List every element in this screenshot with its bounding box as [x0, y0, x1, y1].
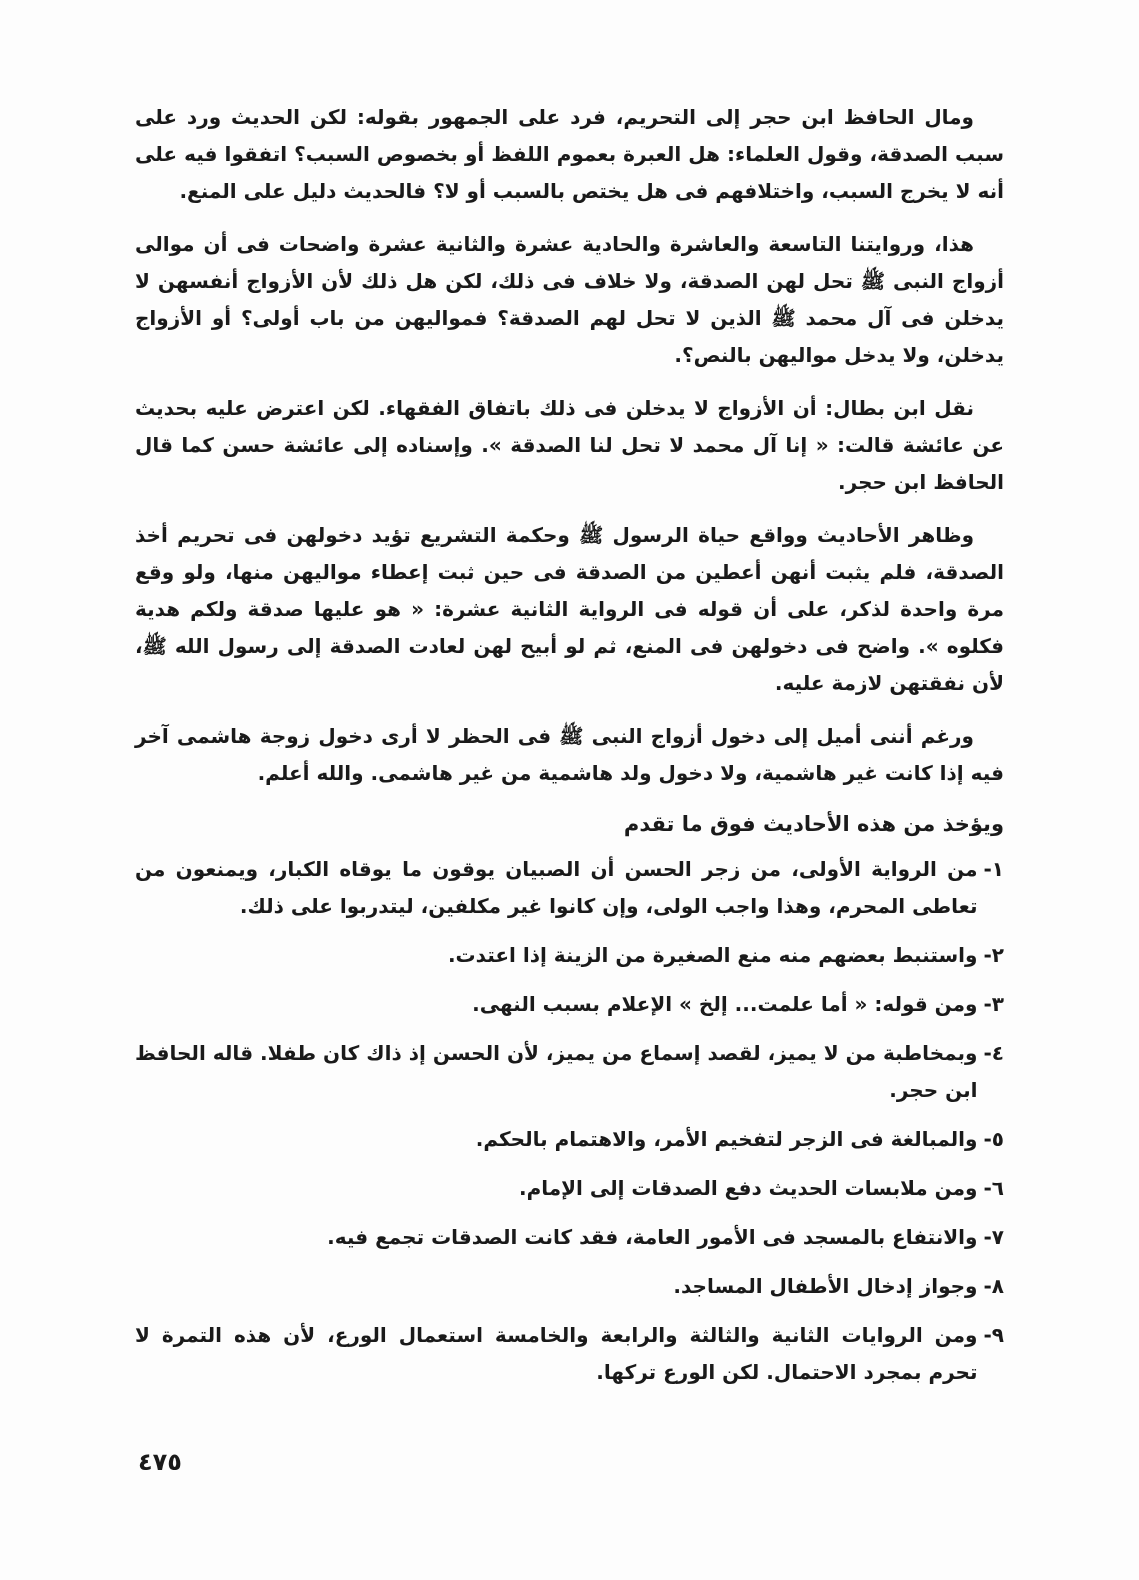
list-number: ٣- [983, 992, 1004, 1016]
list-item [135, 1035, 1004, 1109]
page-number: ٤٧٥ [138, 1448, 182, 1476]
list-text: والمبالغة فى الزجر لتفخيم الأمر، والاهتمام بالحكم. [475, 1127, 978, 1151]
list-text: ومن ملابسات الحديث دفع الصدقات إلى الإمام. [518, 1176, 978, 1200]
list-text: ومن الروايات الثانية والثالثة والرابعة والخامسة استعمال الورع، لأن هذه التمرة لا تحرم بمجرد الاحتمال. لكن الورع تركها. [135, 1323, 978, 1384]
paragraph: ورغم أننى أميل إلى دخول أزواج النبى ﷺ فى الحظر لا أرى دخول زوجة هاشمى آخر فيه إذا كانت غير هاشمية، ولا دخول ولد هاشمية من غير هاشمى. والله أعلم. [135, 724, 1004, 785]
list-item [135, 1219, 1004, 1256]
list-item [135, 937, 1004, 974]
list-number: ٦- [983, 1176, 1004, 1200]
list-number: ٤- [983, 1041, 1004, 1065]
list-number: ٧- [983, 1225, 1004, 1249]
list-item [135, 1170, 1004, 1207]
paragraph: هذا، وروايتنا التاسعة والعاشرة والحادية عشرة والثانية عشرة واضحات فى أن موالى أزواج النبى ﷺ تحل لهن الصدقة، ولا خلاف فى ذلك، لكن هل ذلك لأن الأزواج أنفسهن لا يدخلن فى آل محمد ﷺ الذين لا تحل لهم الصدقة؟ فمواليهن من باب أولى؟ أو الأزواج يدخلن، ولا يدخل مواليهن بالنص؟. [135, 232, 1004, 367]
list-text: وبمخاطبة من لا يميز، لقصد إسماع من يميز، لأن الحسن إذ ذاك كان طفلا. قاله الحافظ ابن حجر. [135, 1041, 978, 1102]
list-text: واستنبط بعضهم منه منع الصغيرة من الزينة إذا اعتدت. [447, 943, 978, 967]
list-item [135, 1317, 1004, 1391]
list-text: والانتفاع بالمسجد فى الأمور العامة، فقد كانت الصدقات تجمع فيه. [327, 1225, 978, 1249]
paragraph: وظاهر الأحاديث وواقع حياة الرسول ﷺ وحكمة التشريع تؤيد دخولهن فى تحريم أخذ الصدقة، فلم يثبت أنهن أعطين من الصدقة فى حين ثبت إعطاء مواليهن منها، ولو وقع مرة واحدة لذكر، على أن قوله فى الرواية الثانية عشرة: « هو عليها صدقة ولكم هدية فكلوه ». واضح فى دخولهن فى المنع، ثم لو أبيح لهن لعادت الصدقة إلى رسول الله ﷺ، لأن نفقتهن لازمة عليه. [135, 523, 1004, 695]
list-item [135, 1121, 1004, 1158]
paragraph: ومال الحافظ ابن حجر إلى التحريم، فرد على الجمهور بقوله: لكن الحديث ورد على سبب الصدقة، وقول العلماء: هل العبرة بعموم اللفظ أو بخصوص السبب؟ اتفقوا فيه على أنه لا يخرج السبب، واختلافهم فى هل يختص بالسبب أو لا؟ فالحديث دليل على المنع. [135, 105, 1004, 203]
list-text: وجواز إدخال الأطفال المساجد. [673, 1274, 978, 1298]
list-item [135, 851, 1004, 925]
list-number: ٨- [983, 1274, 1004, 1298]
paragraph: نقل ابن بطال: أن الأزواج لا يدخلن فى ذلك باتفاق الفقهاء. لكن اعترض عليه بحديث عن عائشة قالت: « إنا آل محمد لا تحل لنا الصدقة ». وإسناده إلى عائشة حسن كما قال الحافظ ابن حجر. [135, 396, 1004, 494]
list-number: ١- [983, 857, 1004, 881]
list-text: من الرواية الأولى، من زجر الحسن أن الصبيان يوقون ما يوقاه الكبار، ويمنعون من تعاطى المحرم، وهذا واجب الولى، وإن كانوا غير مكلفين، ليتدربوا على ذلك. [135, 857, 978, 918]
paragraphs-block [135, 99, 1004, 1391]
list-number: ٥- [983, 1127, 1004, 1151]
section-heading: ويؤخذ من هذه الأحاديث فوق ما تقدم [623, 812, 1004, 836]
list-number: ٩- [983, 1323, 1004, 1347]
list-item [135, 986, 1004, 1023]
list-number: ٢- [983, 943, 1004, 967]
list-text: ومن قوله: « أما علمت... إلخ » الإعلام بسبب النهى. [472, 992, 978, 1016]
list-item [135, 1268, 1004, 1305]
